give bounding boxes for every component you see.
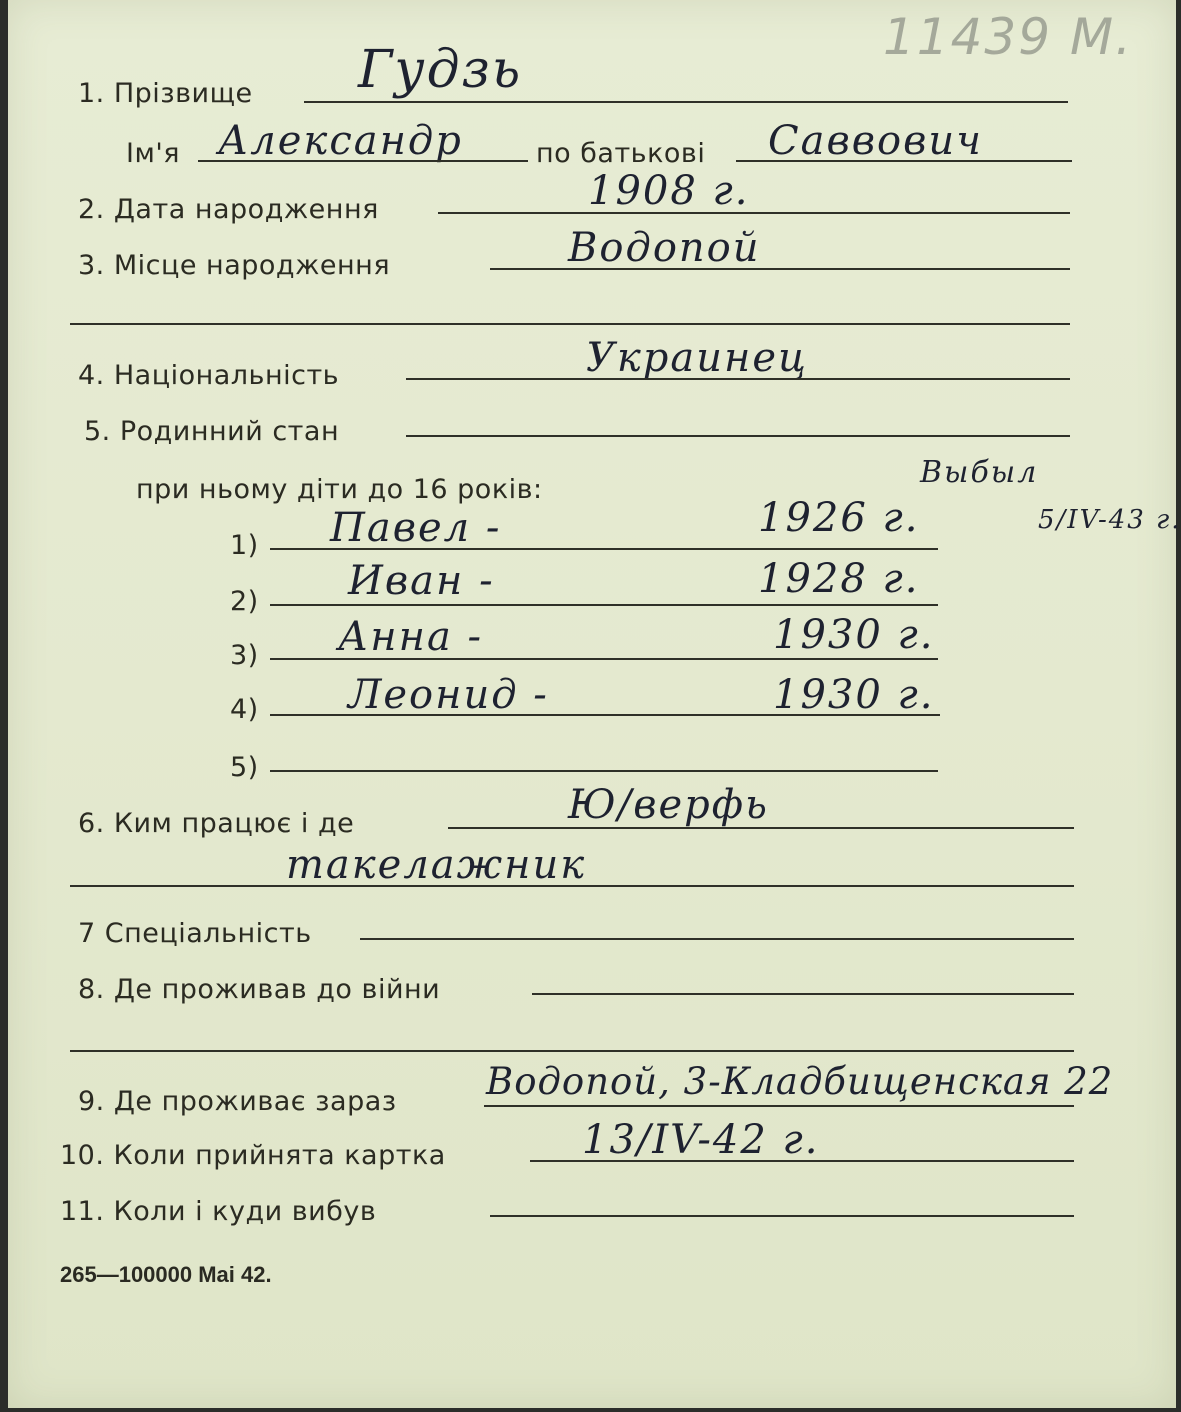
current-residence-line bbox=[484, 1105, 1074, 1107]
marital-status-label: 5. Родинний стан bbox=[84, 416, 340, 447]
prewar-residence-line-2 bbox=[70, 1050, 1074, 1052]
specialty-label: 7 Спеціальність bbox=[78, 918, 312, 949]
child-number: 3) bbox=[230, 640, 259, 671]
departure-label: 11. Коли і куди вибув bbox=[60, 1196, 377, 1227]
card-accepted-value: 13/IV-42 г. bbox=[582, 1117, 820, 1163]
card-accepted-label: 10. Коли прийнята картка bbox=[60, 1140, 446, 1171]
patronymic-line bbox=[736, 160, 1072, 162]
children-label: при ньому діти до 16 років: bbox=[136, 474, 543, 505]
birth-date-line bbox=[438, 212, 1070, 214]
work-value: Ю/верфь bbox=[568, 782, 769, 828]
birth-place-line bbox=[490, 268, 1070, 270]
birth-place-line-2 bbox=[70, 323, 1070, 325]
birth-date-label: 2. Дата народження bbox=[78, 194, 379, 225]
child-year: 1930 г. bbox=[773, 672, 935, 718]
child-number: 1) bbox=[230, 530, 259, 561]
registration-card bbox=[8, 0, 1181, 1408]
child-line bbox=[270, 604, 938, 606]
child-number: 2) bbox=[230, 586, 259, 617]
child-year: 1928 г. bbox=[758, 556, 920, 602]
surname-label: 1. Прізвище bbox=[78, 78, 253, 109]
child-name: Анна - bbox=[338, 614, 484, 660]
prewar-residence-line bbox=[532, 993, 1074, 995]
specialty-line bbox=[360, 938, 1074, 940]
card-accepted-line bbox=[530, 1160, 1074, 1162]
surname-value: Гудзь bbox=[358, 40, 523, 100]
child-year: 1930 г. bbox=[773, 612, 935, 658]
work-value-2: такелажник bbox=[286, 842, 587, 888]
child-year: 1926 г. bbox=[758, 495, 920, 541]
patronymic-value: Саввович bbox=[768, 118, 984, 164]
child-line bbox=[270, 658, 938, 660]
child-number: 5) bbox=[230, 752, 259, 783]
first-name-line bbox=[198, 160, 528, 162]
birth-date-value: 1908 г. bbox=[588, 168, 750, 214]
first-name-value: Александр bbox=[218, 118, 463, 164]
print-run-footer: 265—100000 Mai 42. bbox=[60, 1262, 272, 1287]
surname-line bbox=[304, 101, 1068, 103]
marital-status-line bbox=[406, 435, 1070, 437]
child-name: Павел - bbox=[330, 505, 502, 551]
nationality-label: 4. Національність bbox=[78, 360, 340, 391]
child-name: Иван - bbox=[348, 558, 495, 604]
work-line bbox=[448, 827, 1074, 829]
child-line bbox=[270, 770, 938, 772]
side-note-date: 5/IV-43 г. bbox=[1038, 505, 1181, 535]
side-note: Выбыл bbox=[920, 455, 1039, 490]
birth-place-label: 3. Місце народження bbox=[78, 250, 391, 281]
nationality-value: Украинец bbox=[586, 335, 808, 381]
departure-line bbox=[490, 1215, 1074, 1217]
prewar-residence-label: 8. Де проживав до війни bbox=[78, 974, 441, 1005]
work-line-2 bbox=[70, 885, 1074, 887]
first-name-label: Ім'я bbox=[126, 138, 180, 169]
child-line bbox=[270, 714, 940, 716]
current-residence-value: Водопой, 3-Кладбищенская 22 bbox=[486, 1060, 1114, 1103]
current-residence-label: 9. Де проживає зараз bbox=[78, 1086, 397, 1117]
patronymic-label: по батькові bbox=[536, 138, 706, 169]
work-label: 6. Ким працює і де bbox=[78, 808, 355, 839]
child-number: 4) bbox=[230, 694, 259, 725]
archive-number-stamp: 11439 М. bbox=[883, 8, 1134, 66]
child-line bbox=[270, 548, 938, 550]
child-name: Леонид - bbox=[348, 672, 549, 718]
nationality-line bbox=[406, 378, 1070, 380]
birth-place-value: Водопой bbox=[568, 225, 761, 271]
